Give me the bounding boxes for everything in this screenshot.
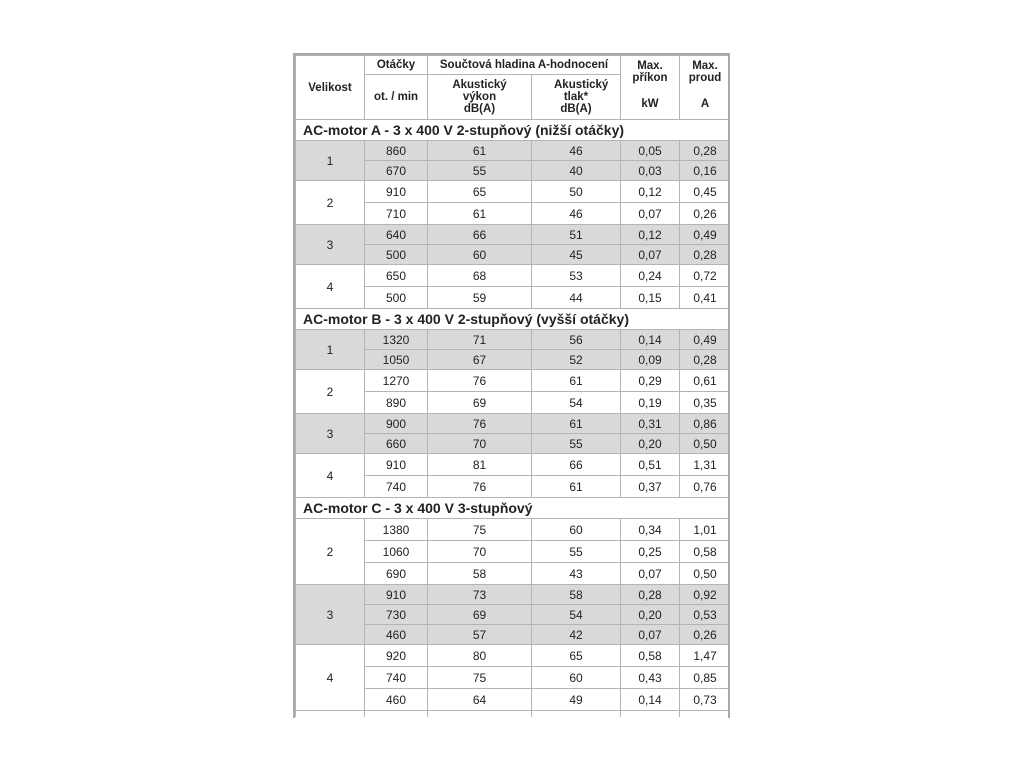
vykon-cell: 55 [428,161,532,181]
table-row [296,585,731,605]
vykon-cell: 69 [428,605,532,625]
vykon-cell: 71 [428,330,532,350]
header-tlak: Akustický tlak* dB(A) [532,75,621,120]
prikon-cell: 0,43 [621,667,680,689]
otacky-cell: 460 [365,625,428,645]
otacky-cell: 920 [365,645,428,667]
table-row [296,370,731,392]
vykon-cell: 59 [428,287,532,309]
header-prikon-label: Max. příkon [632,60,668,84]
otacky-cell: 1380 [365,519,428,541]
prikon-cell: 0,58 [621,645,680,667]
prikon-cell: 0,07 [621,625,680,645]
size-cell: 1 [296,330,365,370]
prikon-cell: 0,19 [621,392,680,414]
header-prikon [621,56,680,120]
table-row [296,414,731,434]
otacky-cell: 1060 [365,541,428,563]
otacky-cell: 500 [365,287,428,309]
tlak-cell: 56 [532,330,621,350]
vykon-cell: 57 [428,625,532,645]
otacky-cell: 650 [365,265,428,287]
otacky-cell: 910 [365,585,428,605]
vykon-cell: 69 [428,392,532,414]
proud-cell: 1,01 [680,519,731,541]
otacky-cell: 730 [365,605,428,625]
vykon-cell: 76 [428,370,532,392]
size-cell: 3 [296,414,365,454]
prikon-cell: 0,20 [621,434,680,454]
tlak-cell: 55 [532,434,621,454]
vykon-cell: 81 [428,454,532,476]
proud-cell: 0,26 [680,625,731,645]
table-row [296,265,731,287]
vykon-cell: 80 [428,645,532,667]
tlak-cell: 46 [532,203,621,225]
vykon-cell: 68 [428,265,532,287]
proud-cell: 0,50 [680,434,731,454]
otacky-cell: 900 [365,414,428,434]
proud-cell: 0,28 [680,141,731,161]
proud-cell: 0,58 [680,541,731,563]
vykon-cell: 75 [428,667,532,689]
prikon-cell: 0,25 [621,541,680,563]
proud-cell: 0,28 [680,245,731,265]
proud-cell: 0,50 [680,563,731,585]
header-velikost: Velikost [296,56,365,120]
prikon-cell: 0,09 [621,350,680,370]
tlak-cell: 42 [532,625,621,645]
vykon-cell: 65 [428,181,532,203]
proud-cell: 0,85 [680,667,731,689]
size-cell: 3 [296,225,365,265]
prikon-cell: 0,14 [621,330,680,350]
tlak-cell: 50 [532,181,621,203]
proud-cell: 0,35 [680,392,731,414]
section-title: AC-motor A - 3 x 400 V 2-stupňový (nižší otáčky) [296,120,731,141]
vykon-cell: 75 [428,519,532,541]
motor-noise-table [295,55,730,717]
vykon-cell: 64 [428,689,532,711]
table-row [296,645,731,667]
proud-cell: 0,49 [680,330,731,350]
section-title-row [296,309,731,330]
vykon-cell: 67 [428,350,532,370]
tlak-cell: 53 [532,265,621,287]
tlak-cell: 43 [532,563,621,585]
otacky-cell: 1270 [365,370,428,392]
vykon-cell: 58 [428,563,532,585]
tlak-cell: 60 [532,519,621,541]
table-row [296,225,731,245]
otacky-cell: 910 [365,181,428,203]
header-vykon: Akustický výkon dB(A) [428,75,532,120]
header-prikon-unit: kW [641,98,659,110]
tlak-cell: 65 [532,645,621,667]
proud-cell: 0,92 [680,585,731,605]
section-title-row [296,498,731,519]
size-cell: 2 [296,181,365,225]
size-cell: 2 [296,370,365,414]
tlak-cell: 46 [532,141,621,161]
prikon-cell: 0,07 [621,245,680,265]
proud-cell: 0,53 [680,605,731,625]
otacky-cell: 500 [365,245,428,265]
prikon-cell: 0,37 [621,476,680,498]
tlak-cell: 40 [532,161,621,181]
table-row [296,330,731,350]
motor-data-table-page [293,53,730,718]
tlak-cell: 51 [532,225,621,245]
otacky-cell: 460 [365,689,428,711]
empty-cell [296,711,365,718]
proud-cell: 0,26 [680,203,731,225]
proud-cell: 0,28 [680,350,731,370]
otacky-cell: 640 [365,225,428,245]
tlak-cell: 61 [532,370,621,392]
header-otacky: Otáčky [365,56,428,75]
header-proud-label: Max. proud [688,60,722,84]
tlak-cell: 61 [532,414,621,434]
prikon-cell: 0,20 [621,605,680,625]
section-title: AC-motor C - 3 x 400 V 3-stupňový [296,498,731,519]
otacky-cell: 660 [365,434,428,454]
prikon-cell: 0,12 [621,181,680,203]
vykon-cell: 61 [428,141,532,161]
otacky-cell: 1050 [365,350,428,370]
size-cell: 4 [296,265,365,309]
table-continuation-row [296,711,731,718]
vykon-cell: 76 [428,414,532,434]
prikon-cell: 0,28 [621,585,680,605]
prikon-cell: 0,34 [621,519,680,541]
size-cell: 1 [296,141,365,181]
otacky-cell: 690 [365,563,428,585]
tlak-cell: 45 [532,245,621,265]
prikon-cell: 0,03 [621,161,680,181]
section-title-row [296,120,731,141]
tlak-cell: 55 [532,541,621,563]
proud-cell: 0,45 [680,181,731,203]
proud-cell: 0,49 [680,225,731,245]
header-otacky-unit: ot. / min [365,75,428,120]
empty-cell [365,711,428,718]
size-cell: 4 [296,454,365,498]
empty-cell [621,711,680,718]
header-hladina: Součtová hladina A-hodnocení [428,56,621,75]
vykon-cell: 61 [428,203,532,225]
table-row [296,141,731,161]
empty-cell [428,711,532,718]
header-proud [680,56,731,120]
table-row [296,181,731,203]
tlak-cell: 52 [532,350,621,370]
proud-cell: 1,31 [680,454,731,476]
empty-cell [532,711,621,718]
empty-cell [680,711,731,718]
vykon-cell: 76 [428,476,532,498]
proud-cell: 0,86 [680,414,731,434]
table-row [296,519,731,541]
otacky-cell: 710 [365,203,428,225]
size-cell: 2 [296,519,365,585]
tlak-cell: 60 [532,667,621,689]
prikon-cell: 0,24 [621,265,680,287]
prikon-cell: 0,51 [621,454,680,476]
vykon-cell: 60 [428,245,532,265]
proud-cell: 0,16 [680,161,731,181]
tlak-cell: 54 [532,392,621,414]
prikon-cell: 0,31 [621,414,680,434]
prikon-cell: 0,05 [621,141,680,161]
tlak-cell: 66 [532,454,621,476]
otacky-cell: 740 [365,667,428,689]
proud-cell: 0,76 [680,476,731,498]
prikon-cell: 0,29 [621,370,680,392]
otacky-cell: 910 [365,454,428,476]
otacky-cell: 860 [365,141,428,161]
size-cell: 4 [296,645,365,711]
otacky-cell: 890 [365,392,428,414]
tlak-cell: 49 [532,689,621,711]
size-cell: 3 [296,585,365,645]
vykon-cell: 73 [428,585,532,605]
otacky-cell: 1320 [365,330,428,350]
proud-cell: 0,61 [680,370,731,392]
tlak-cell: 61 [532,476,621,498]
vykon-cell: 70 [428,541,532,563]
proud-cell: 1,47 [680,645,731,667]
table-row [296,454,731,476]
vykon-cell: 66 [428,225,532,245]
prikon-cell: 0,14 [621,689,680,711]
tlak-cell: 44 [532,287,621,309]
proud-cell: 0,73 [680,689,731,711]
prikon-cell: 0,15 [621,287,680,309]
otacky-cell: 670 [365,161,428,181]
vykon-cell: 70 [428,434,532,454]
prikon-cell: 0,07 [621,563,680,585]
proud-cell: 0,72 [680,265,731,287]
prikon-cell: 0,07 [621,203,680,225]
otacky-cell: 740 [365,476,428,498]
proud-cell: 0,41 [680,287,731,309]
prikon-cell: 0,12 [621,225,680,245]
tlak-cell: 58 [532,585,621,605]
header-proud-unit: A [700,98,710,110]
section-title: AC-motor B - 3 x 400 V 2-stupňový (vyšší otáčky) [296,309,731,330]
tlak-cell: 54 [532,605,621,625]
